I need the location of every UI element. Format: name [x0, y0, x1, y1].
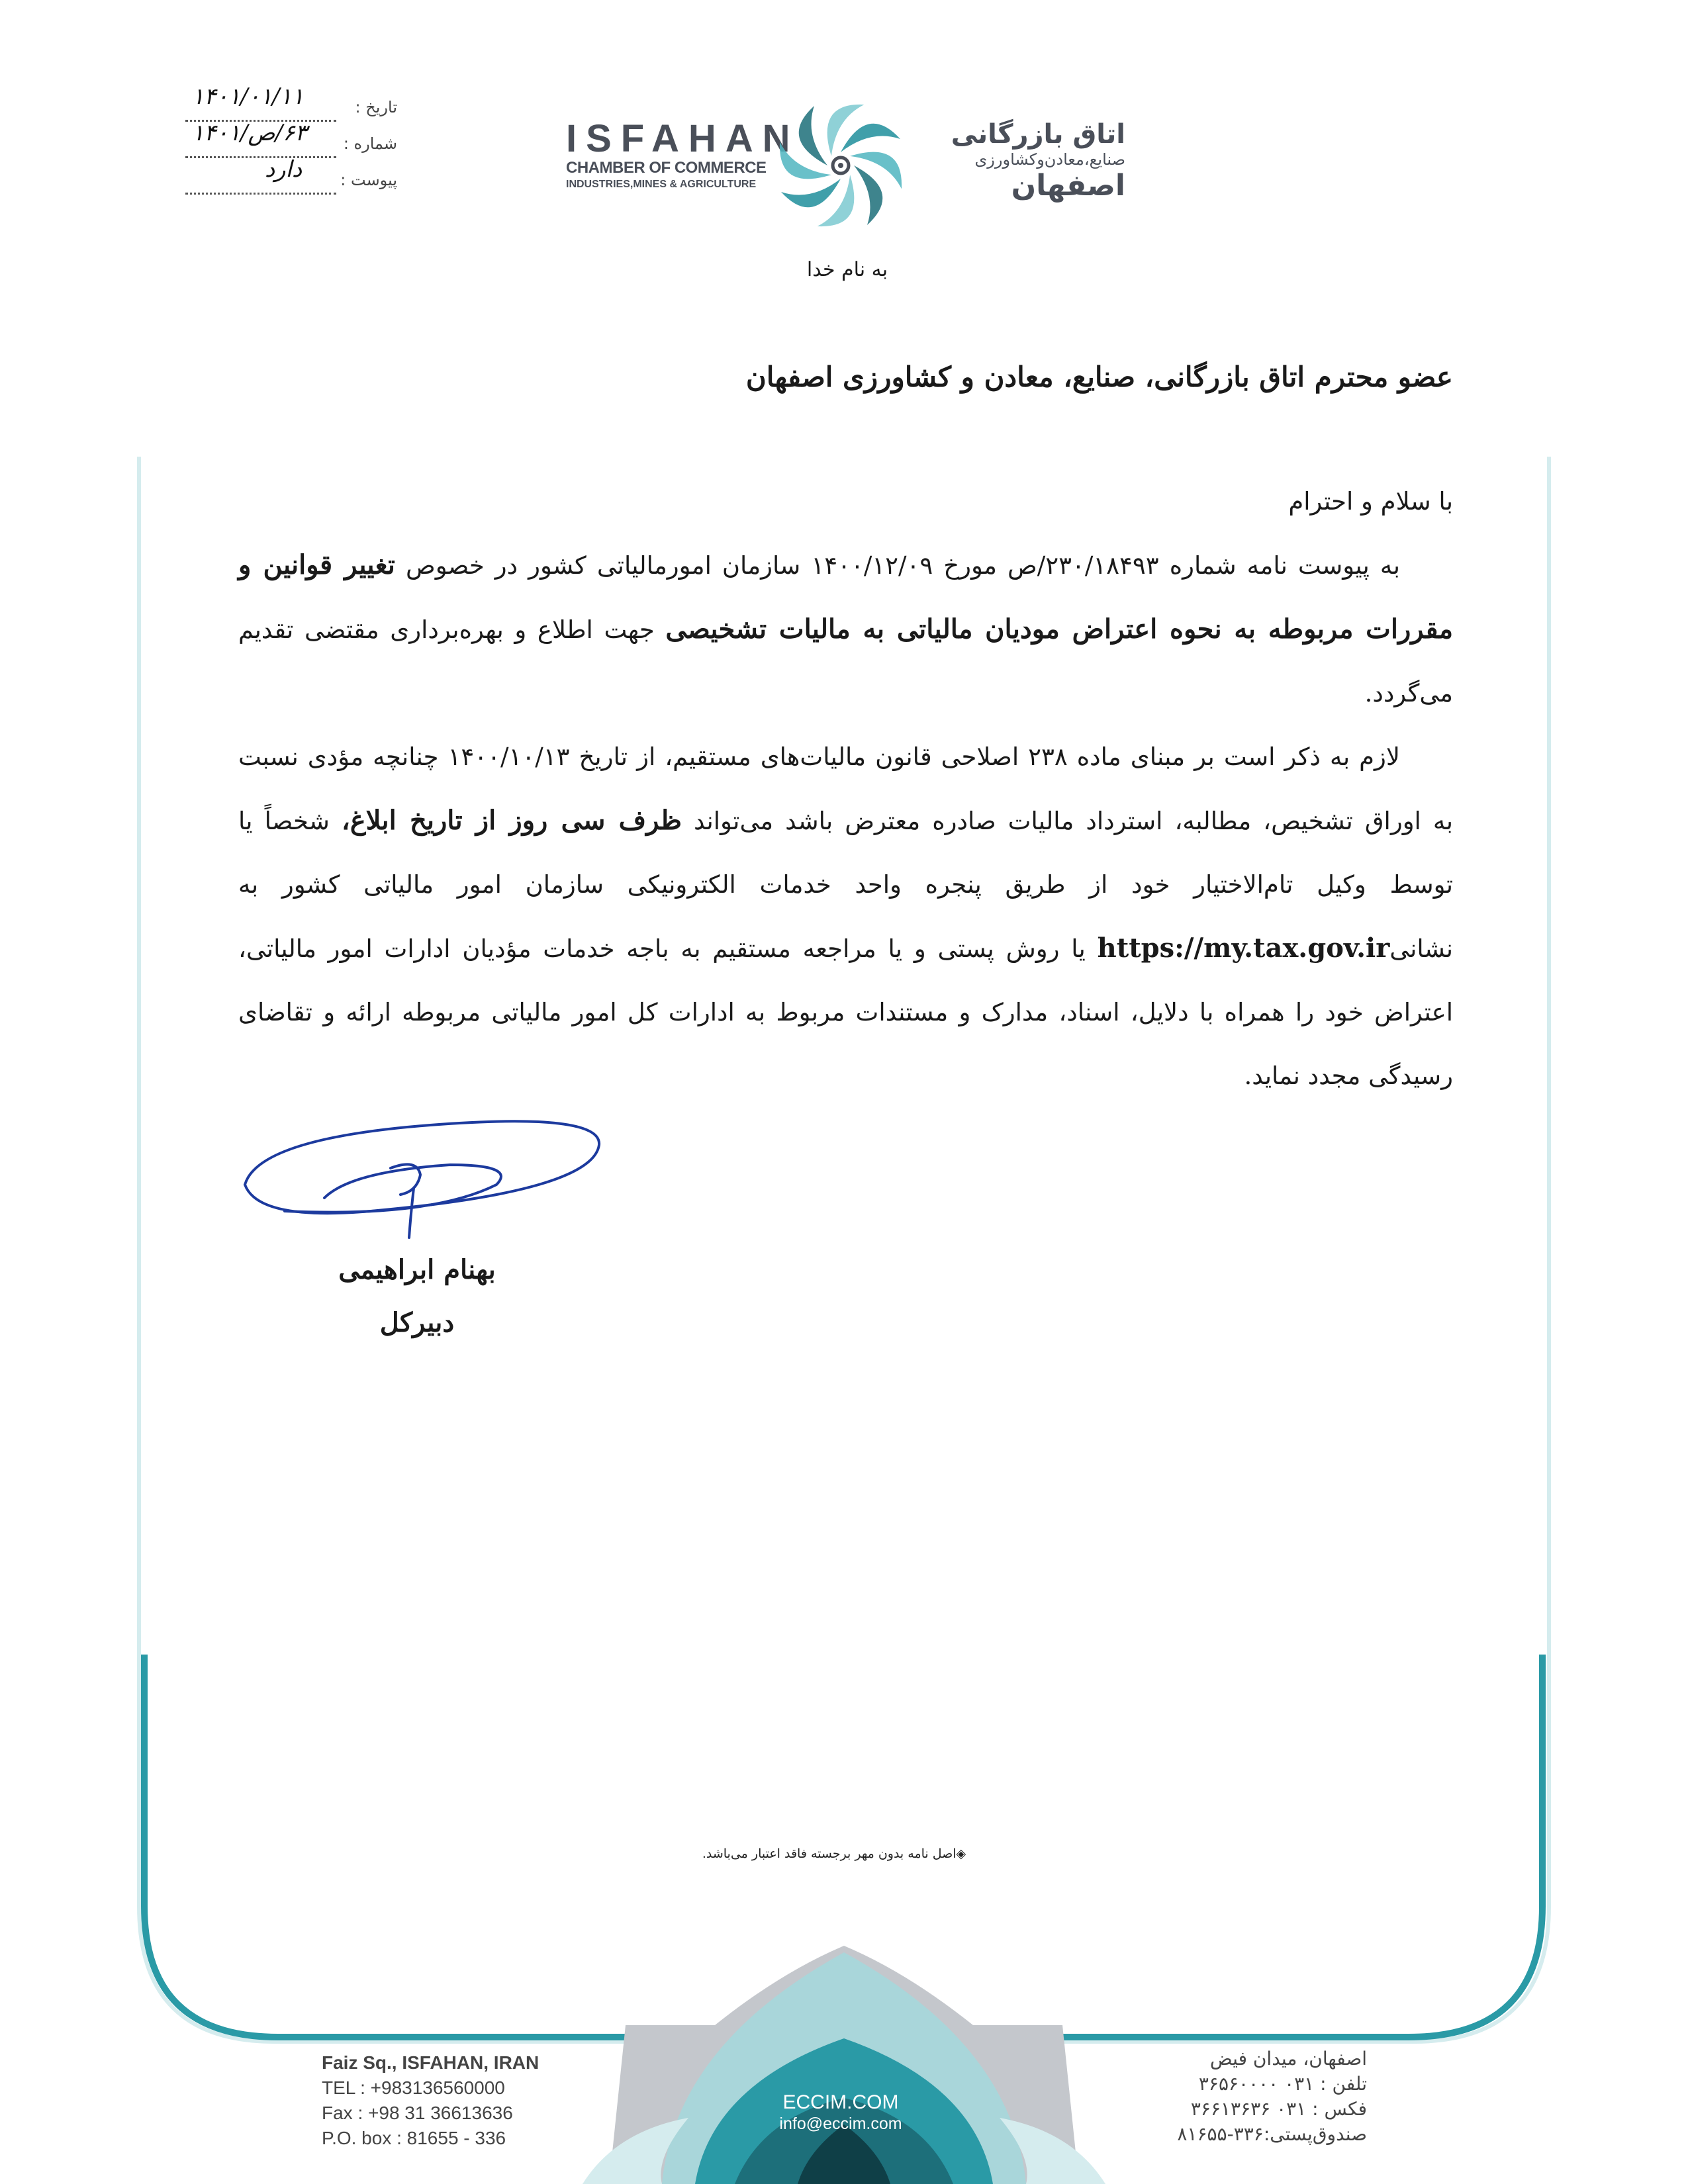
p1-text-end: جهت اطلاع و بهره‌برداری مقتضی تقدیم می‌گردد. — [238, 615, 1453, 707]
footer-fa-fax: فکس : ۰۳۱ ۳۶۶۱۳۶۳۶ — [1190, 2098, 1367, 2120]
signer-name: بهنام ابراهیمی — [338, 1254, 496, 1285]
p1-bold-text: تغییر قوانین و مقررات مربوطه به نحوه اعتراض مودیان مالیاتی به مالیات تشخیصی — [238, 549, 1453, 645]
addressee-line: عضو محترم اتاق بازرگانی، صنایع، معادن و کشاورزی اصفهان — [745, 361, 1453, 393]
footer-persian-contact — [1089, 2046, 1367, 2147]
dotted-line — [185, 193, 336, 195]
logo-fa-chamber: اتاق بازرگانی — [951, 119, 1125, 150]
validity-footnote: ◈اصل نامه بدون مهر برجسته فاقد اعتبار می‌باشد. — [702, 1846, 966, 1861]
logo-fa-city: اصفهان — [1011, 169, 1125, 203]
greeting: با سلام و احترام — [1288, 487, 1453, 516]
tax-portal-link[interactable]: https://my.tax.gov.ir — [1097, 933, 1390, 964]
handwritten-signature — [232, 1112, 616, 1244]
p2-text-mid: شخصاً یا توسط وکیل تام‌الاختیار خود از طریق پنجره واحد خدمات الکترونیکی سازمان امور مالیاتی کشور به نشانی — [238, 807, 1453, 963]
footer-email[interactable]: info@eccim.com — [779, 2115, 902, 2133]
logo-en-sectors: INDUSTRIES,MINES & AGRICULTURE — [566, 179, 757, 190]
p1-text: به پیوست نامه شماره ۲۳۰/۱۸۴۹۳/ص مورخ ۱۴۰۰/۱۲/۰۹ سازمان امورمالیاتی کشور در خصوص — [395, 551, 1401, 580]
number-value: ۶۳/ص/۱۴۰۱ — [192, 120, 307, 146]
footer-en-pobox: P.O. box : 81655 - 336 — [322, 2128, 506, 2148]
paragraph-1 — [238, 533, 1453, 725]
p2-text: لازم به ذکر است بر مبنای ماده ۲۳۸ اصلاحی قانون مالیات‌های مستقیم، از تاریخ ۱۴۰۰/۱۰/۱۳ چنانچه مؤدی نسبت به اوراق تشخیص، مطالبه، استرداد مالیات صادره معترض باشد می‌تواند — [238, 743, 1454, 835]
logo-fa-sectors: صنایع،معادن‌وکشاورزی — [974, 150, 1125, 169]
footer-website[interactable]: ECCIM.COM — [782, 2091, 899, 2113]
paragraph-2 — [238, 725, 1453, 1108]
logo-english-text — [566, 117, 800, 192]
basmala: به نام خدا — [806, 258, 888, 281]
footer-fa-tel: تلفن : ۰۳۱ ۳۶۵۶۰۰۰۰ — [1198, 2073, 1367, 2095]
logo-persian-text — [914, 119, 1125, 203]
footer-en-fax: Fax : +98 31 36613636 — [322, 2103, 513, 2123]
footer-english-contact — [322, 2050, 573, 2151]
attachment-value: دارد — [265, 156, 303, 183]
letter-body — [238, 470, 1453, 1108]
date-label: تاریخ : — [355, 98, 397, 116]
footer-fa-address: اصفهان، میدان فیض — [1209, 2048, 1367, 2070]
chamber-logo-icon — [774, 99, 907, 232]
footer-web-contact — [748, 2091, 933, 2134]
p2-text-end: یا روش پستی و یا مراجعه مستقیم به باجه خدمات مؤدیان ادارات امور مالیاتی، اعتراض خود را همراه با دلایل، اسناد، مدارک و مستندات مربوط به ادارات کل امور مالیاتی مربوطه ارائه و تقاضای رسیدگی مجدد نماید. — [238, 934, 1453, 1090]
p2-bold-text: ظرف سی روز از تاریخ ابلاغ، — [341, 805, 682, 836]
logo-en-city: ISFAHAN — [566, 117, 800, 160]
signer-title: دبیرکل — [379, 1307, 455, 1338]
attachment-label: پیوست : — [340, 171, 397, 189]
logo-en-chamber: CHAMBER OF COMMERCE — [566, 159, 767, 177]
dotted-line — [185, 156, 336, 158]
date-value: ۱۴۰۱/۰۱/۱۱ — [192, 83, 305, 110]
footer-en-address: Faiz Sq., ISFAHAN, IRAN — [322, 2052, 539, 2073]
footer-en-tel: TEL : +983136560000 — [322, 2077, 505, 2098]
attachment-row — [185, 156, 397, 199]
number-label: شماره : — [343, 134, 397, 153]
footer-fa-pobox: صندوق‌پستی:۳۳۶-۸۱۶۵۵ — [1177, 2123, 1367, 2145]
